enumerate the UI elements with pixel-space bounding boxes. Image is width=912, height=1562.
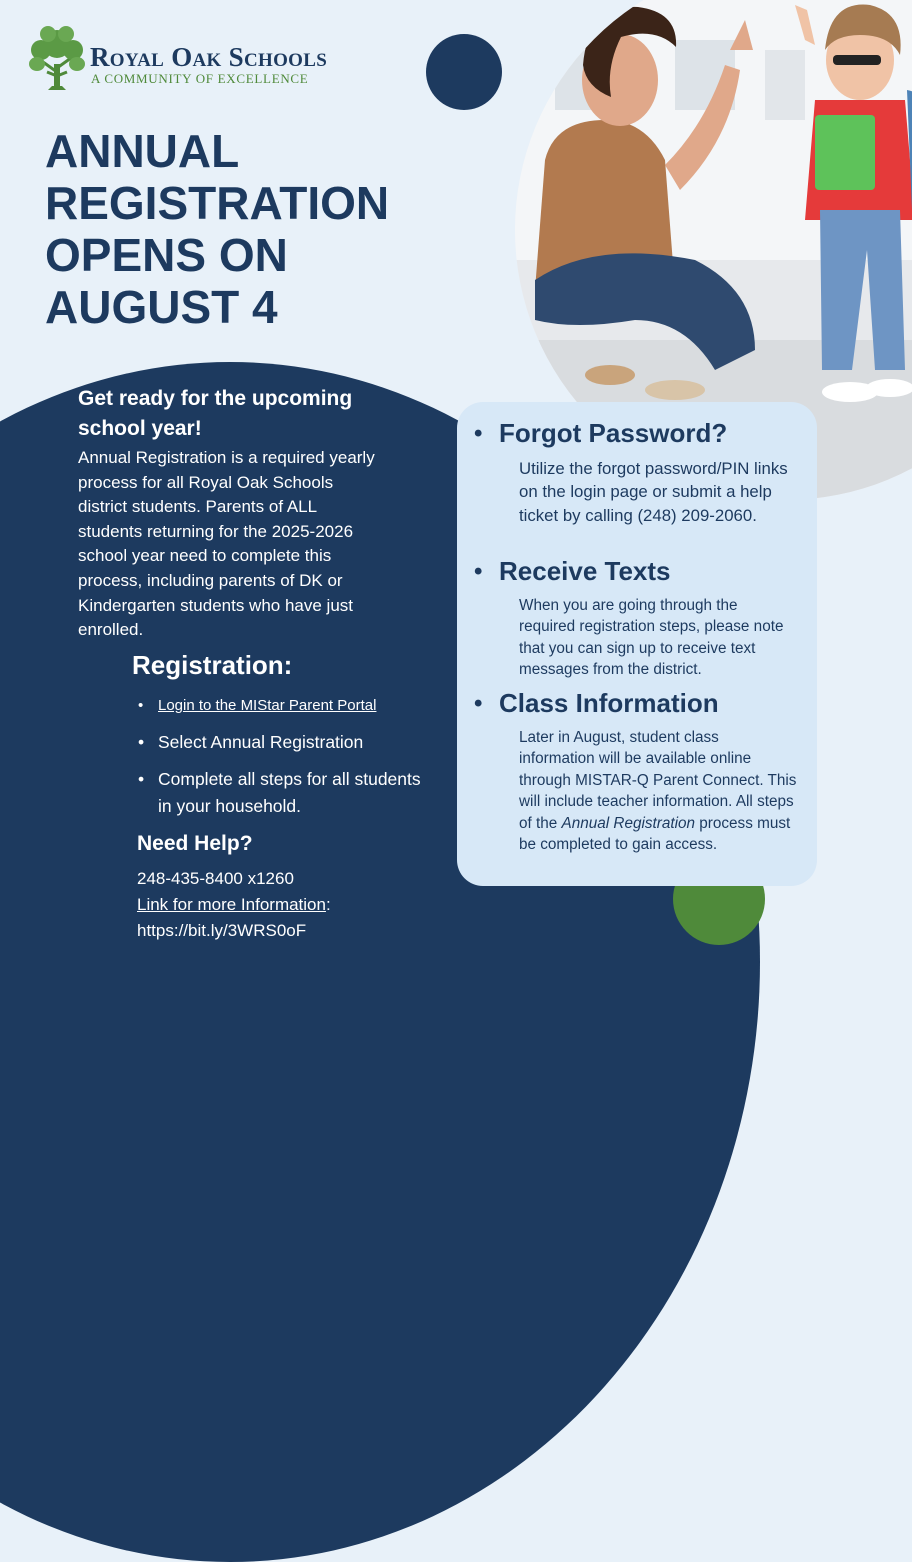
class-information-title: Class Information bbox=[499, 688, 719, 718]
forgot-password-title: Forgot Password? bbox=[499, 418, 728, 448]
class-body-emphasis: Annual Registration bbox=[561, 814, 696, 832]
forgot-password-body: Utilize the forgot password/PIN links on the login page or submit a help ticket by calling (248) 209-2060. bbox=[519, 459, 788, 525]
page-headline bbox=[45, 125, 465, 333]
class-body-part: process must be completed to gain access. bbox=[519, 814, 791, 854]
headline-line: ANNUAL bbox=[45, 125, 240, 177]
forgot-password-section bbox=[474, 418, 797, 527]
list-item bbox=[136, 692, 436, 719]
help-title: Need Help? bbox=[137, 832, 253, 855]
registration-list bbox=[136, 692, 436, 830]
headline-line: AUGUST 4 bbox=[45, 281, 278, 333]
info-card bbox=[457, 402, 817, 886]
headline-line: REGISTRATION bbox=[45, 177, 390, 229]
receive-texts-body: When you are going through the required registration steps, please note that you can sign up to receive text messages from the district. bbox=[519, 597, 784, 679]
more-info-link[interactable]: Link for more Information bbox=[137, 895, 326, 914]
receive-texts-section bbox=[474, 556, 797, 681]
bullet-icon: • bbox=[474, 420, 483, 447]
class-information-section bbox=[474, 688, 797, 855]
logo-tagline: A COMMUNITY OF EXCELLENCE bbox=[91, 71, 309, 86]
oak-tree-icon bbox=[28, 24, 86, 96]
logo-name: Royal Oak Schools bbox=[90, 42, 328, 72]
help-phone: 248-435-8400 x1260 bbox=[137, 869, 294, 888]
list-item: • Complete all steps for all students in your household. bbox=[136, 766, 436, 820]
help-url[interactable]: https://bit.ly/3WRS0oF bbox=[137, 921, 307, 940]
registration-title: Registration: bbox=[132, 650, 293, 680]
class-body-part: Later in August, student class information will be available online through MISTAR-Q Parent Connect. This will include teacher information. All steps of the bbox=[519, 729, 797, 832]
navy-dot-decoration bbox=[426, 34, 502, 110]
list-item: • Select Annual Registration bbox=[136, 729, 436, 756]
help-section bbox=[137, 832, 437, 944]
bullet-icon: • bbox=[474, 558, 483, 585]
royal-oak-logo[interactable] bbox=[28, 24, 388, 98]
headline-line: OPENS ON bbox=[45, 229, 288, 281]
class-information-body bbox=[519, 727, 797, 855]
intro-body: Annual Registration is a required yearly process for all Royal Oak Schools district students. Parents of ALL students returning for the 2025-2026 school year need to complete this process, including parents of DK or Kindergarten students who have just enrolled. bbox=[78, 448, 375, 640]
mistar-portal-link[interactable]: Login to the MIStar Parent Portal bbox=[158, 697, 377, 714]
help-link-row bbox=[137, 892, 437, 918]
intro-section bbox=[78, 384, 378, 643]
bullet-icon: • bbox=[474, 690, 483, 717]
receive-texts-title: Receive Texts bbox=[499, 556, 671, 586]
intro-heading: Get ready for the upcoming school year! bbox=[78, 387, 353, 440]
link-colon: : bbox=[325, 895, 331, 914]
